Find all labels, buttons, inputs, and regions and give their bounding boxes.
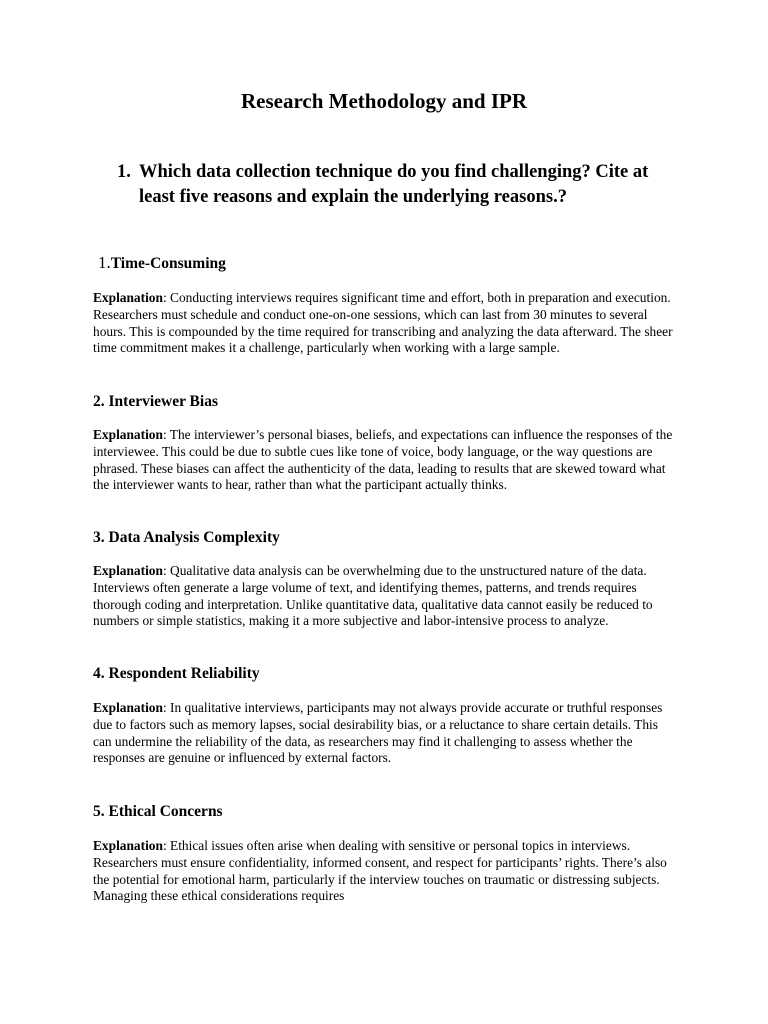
section-paragraph-ethical-concerns bbox=[93, 838, 678, 905]
section-title: Time-Consuming bbox=[110, 255, 226, 272]
explanation-label: Explanation bbox=[93, 290, 163, 305]
question-text: Which data collection technique do you find challenging? Cite at least five reasons and explain the underlying reasons.? bbox=[139, 162, 649, 207]
explanation-label: Explanation bbox=[93, 700, 163, 715]
explanation-text: : Qualitative data analysis can be overwhelming due to the unstructured nature of the data. Interviews often generate a large volume of text, and identifying themes, patterns, and trends requires thorough coding and interpretation. Unlike quantitative data, qualitative data cannot easily be reduced to numbers or simple statistics, making it a more subjective and labor-intensive process to analyze. bbox=[93, 563, 653, 629]
explanation-text: : In qualitative interviews, participants may not always provide accurate or truthful responses due to factors such as memory lapses, social desirability bias, or a reluctance to share certain details. This can undermine the reliability of the data, as researchers may find it challenging to assess whether the responses are genuine or influenced by external factors. bbox=[93, 700, 663, 766]
section-paragraph-respondent-reliability bbox=[93, 700, 678, 767]
section-paragraph-time-consuming bbox=[93, 290, 678, 357]
question bbox=[117, 160, 677, 209]
section-number: 1. bbox=[98, 253, 111, 272]
section-heading-data-analysis-complexity: 3. Data Analysis Complexity bbox=[93, 529, 280, 546]
section-heading-respondent-reliability: 4. Respondent Reliability bbox=[93, 665, 260, 682]
document-title: Research Methodology and IPR bbox=[240, 89, 528, 113]
explanation-label: Explanation bbox=[93, 838, 163, 853]
explanation-text: : The interviewer’s personal biases, beliefs, and expectations can influence the responses of the interviewee. This could be due to subtle cues like tone of voice, body language, or the way questions are phrased. These biases can affect the authenticity of the data, leading to results that are skewed toward what the interviewer wants to hear, rather than what the participant actually thinks. bbox=[93, 427, 673, 493]
explanation-label: Explanation bbox=[93, 427, 163, 442]
question-number: 1. bbox=[117, 162, 131, 182]
section-heading-interviewer-bias: 2. Interviewer Bias bbox=[93, 393, 218, 410]
section-paragraph-data-analysis-complexity bbox=[93, 563, 678, 630]
explanation-text: : Conducting interviews requires significant time and effort, both in preparation and execution. Researchers must schedule and conduct one-on-one sessions, which can last from 30 minutes to several hours. This is compounded by the time required for transcribing and analyzing the data afterward. The sheer time commitment makes it a challenge, particularly when working with a large sample. bbox=[93, 290, 673, 356]
section-paragraph-interviewer-bias bbox=[93, 427, 678, 494]
explanation-label: Explanation bbox=[93, 563, 163, 578]
explanation-text: : Ethical issues often arise when dealing with sensitive or personal topics in interviews. Researchers must ensure confidentiality, informed consent, and respect for participants’ rights. There’s also the potential for emotional harm, particularly if the interview touches on traumatic or distressing subjects. Managing these ethical considerations requires bbox=[93, 838, 667, 904]
section-heading-ethical-concerns: 5. Ethical Concerns bbox=[93, 803, 223, 820]
section-heading-time-consuming bbox=[98, 253, 226, 274]
